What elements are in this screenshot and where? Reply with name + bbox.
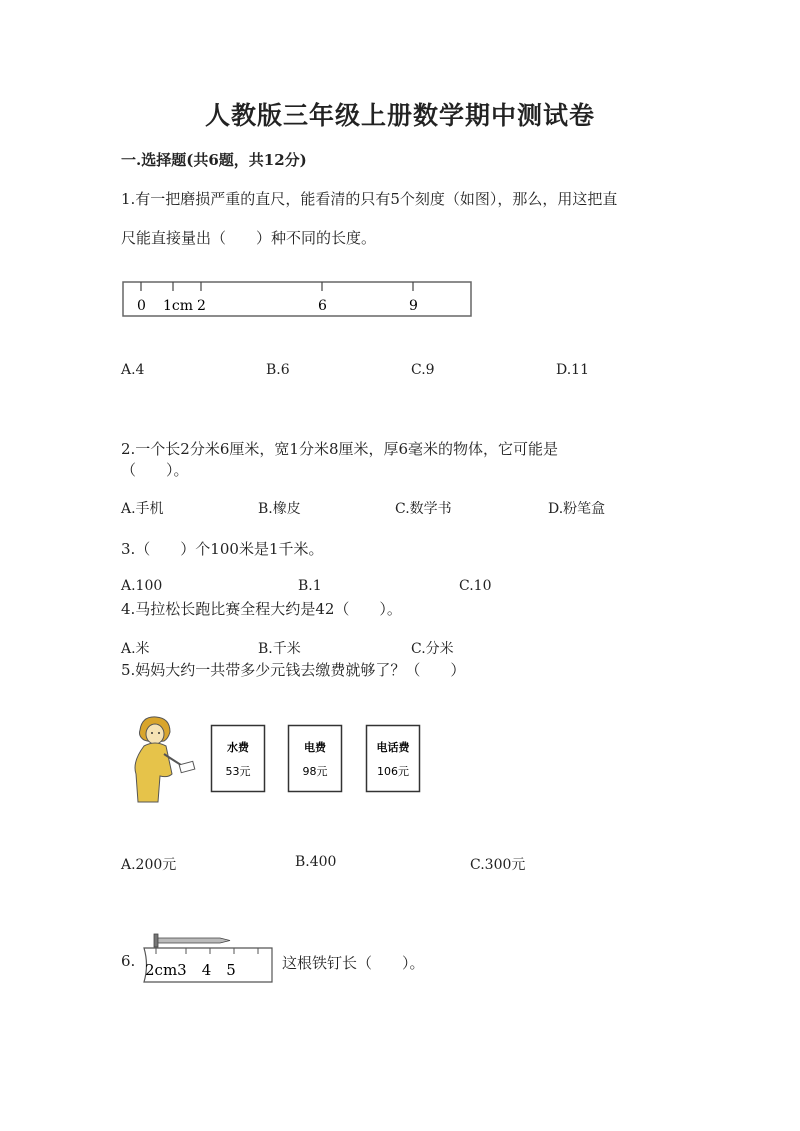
ruler-label: 1cm (163, 298, 194, 314)
question-1-line-2: 尺能直接量出（ ）种不同的长度。 (121, 229, 377, 247)
page-title: 人教版三年级上册数学期中测试卷 (204, 101, 595, 130)
ruler-label: 6 (318, 298, 327, 314)
question-2-line-1: 2.一个长2分米6厘米，宽1分米8厘米，厚6毫米的物体，它可能是 (121, 440, 559, 458)
bill-amount: 98元 (302, 765, 328, 778)
question-1-option-c[interactable]: C.9 (411, 362, 435, 378)
question-2-option-b[interactable]: B.橡皮 (258, 501, 301, 517)
ruler-label: 0 (137, 298, 146, 314)
question-2-option-d[interactable]: D.粉笔盒 (548, 501, 606, 517)
question-4-text: 4.马拉松长跑比赛全程大约是42（ ）。 (121, 600, 402, 618)
nail-shaft (158, 938, 230, 943)
question-1-line-1: 1.有一把磨损严重的直尺，能看清的只有5个刻度（如图），那么，用这把直 (121, 190, 618, 208)
question-5-text: 5.妈妈大约一共带多少元钱去缴费就够了？（ ） (121, 661, 466, 679)
question-3-option-a[interactable]: A.100 (121, 578, 163, 594)
bill-name: 电费 (304, 741, 326, 754)
ruler-label: 9 (409, 298, 418, 314)
question-3-option-b[interactable]: B.1 (298, 578, 322, 594)
question-3-option-c[interactable]: C.10 (459, 578, 492, 594)
nail-ruler-labels: 2cm3 4 5 (145, 961, 236, 979)
question-4-option-b[interactable]: B.千米 (258, 641, 301, 657)
worn-ruler-figure (118, 276, 478, 322)
question-6-text: 这根铁钉长（ ）。 (282, 954, 425, 972)
bill-name: 电话费 (376, 741, 410, 754)
mother-illustration (124, 712, 198, 804)
question-5-option-a[interactable]: A.200元 (121, 857, 177, 873)
question-4-option-a[interactable]: A.米 (121, 641, 150, 657)
nail-ruler-figure (140, 930, 280, 986)
question-2-line-2: （ ）。 (121, 461, 189, 479)
electricity-bill-card (287, 724, 343, 794)
bill-amount: 106元 (377, 765, 409, 778)
phone-bill-card (365, 724, 421, 794)
question-1-option-b[interactable]: B.6 (266, 362, 290, 378)
question-1-option-a[interactable]: A.4 (121, 362, 145, 378)
question-2-option-a[interactable]: A.手机 (121, 501, 164, 517)
question-2-option-c[interactable]: C.数学书 (395, 501, 452, 517)
question-1-option-d[interactable]: D.11 (556, 362, 589, 378)
question-5-option-c[interactable]: C.300元 (470, 857, 526, 873)
question-5-option-b[interactable]: B.400 (295, 854, 337, 870)
section-heading: 一.选择题(共6题，共12分) (121, 151, 307, 169)
bill-name: 水费 (227, 741, 249, 754)
ruler-label: 2 (197, 298, 206, 314)
bill-amount: 53元 (225, 765, 251, 778)
nail-head (154, 934, 158, 947)
question-3-text: 3.（ ）个100米是1千米。 (121, 540, 324, 558)
water-bill-card (210, 724, 266, 794)
question-6-number: 6. (121, 952, 136, 970)
question-4-option-c[interactable]: C.分米 (411, 641, 454, 657)
